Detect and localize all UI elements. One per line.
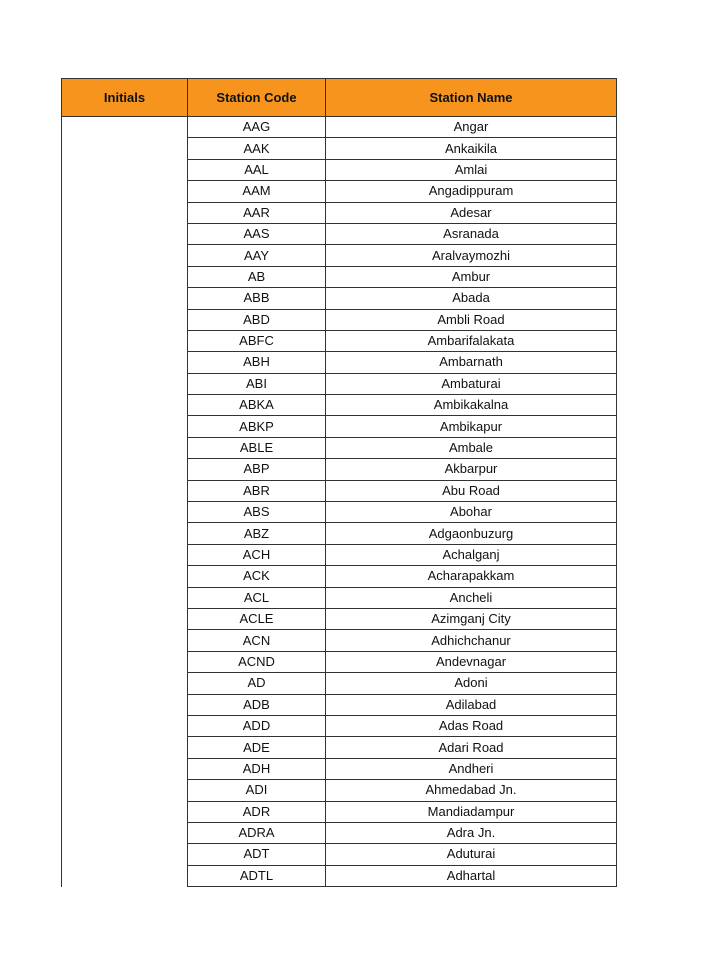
station-code-cell: ACL: [188, 587, 326, 608]
station-table: [61, 78, 617, 887]
station-code-cell: ACLE: [188, 608, 326, 629]
station-name-cell: Adoni: [326, 673, 617, 694]
station-code-cell: ABR: [188, 480, 326, 501]
station-code-cell: ABLE: [188, 437, 326, 458]
station-name-cell: Andevnagar: [326, 651, 617, 672]
header-station-code: Station Code: [188, 79, 326, 117]
station-code-cell: AD: [188, 673, 326, 694]
station-code-cell: ADTL: [188, 865, 326, 886]
station-code-cell: AAG: [188, 117, 326, 138]
station-code-cell: ABZ: [188, 523, 326, 544]
station-name-cell: Abu Road: [326, 480, 617, 501]
station-name-cell: Ahmedabad Jn.: [326, 780, 617, 801]
station-code-cell: ACK: [188, 566, 326, 587]
station-code-cell: ADE: [188, 737, 326, 758]
station-code-cell: ADH: [188, 758, 326, 779]
station-name-cell: Adgaonbuzurg: [326, 523, 617, 544]
station-name-cell: Adhartal: [326, 865, 617, 886]
station-name-cell: Achalganj: [326, 544, 617, 565]
station-code-cell: ADT: [188, 844, 326, 865]
station-code-cell: AAK: [188, 138, 326, 159]
station-name-cell: Asranada: [326, 223, 617, 244]
station-code-cell: ABKP: [188, 416, 326, 437]
station-code-cell: ABP: [188, 459, 326, 480]
station-code-cell: ACND: [188, 651, 326, 672]
header-row: [62, 79, 617, 117]
station-name-cell: Ancheli: [326, 587, 617, 608]
station-name-cell: Adas Road: [326, 715, 617, 736]
station-code-cell: ADB: [188, 694, 326, 715]
station-name-cell: Adesar: [326, 202, 617, 223]
station-name-cell: Ambur: [326, 266, 617, 287]
station-name-cell: Abohar: [326, 502, 617, 523]
station-name-cell: Ambale: [326, 437, 617, 458]
station-code-cell: ACN: [188, 630, 326, 651]
station-name-cell: Aralvaymozhi: [326, 245, 617, 266]
station-code-cell: ACH: [188, 544, 326, 565]
station-name-cell: Ambaturai: [326, 373, 617, 394]
table-row: [62, 117, 617, 138]
station-name-cell: Amlai: [326, 159, 617, 180]
station-name-cell: Ambikakalna: [326, 395, 617, 416]
station-code-cell: ABKA: [188, 395, 326, 416]
table-body: [62, 117, 617, 887]
station-code-cell: AAM: [188, 181, 326, 202]
station-code-cell: ABI: [188, 373, 326, 394]
station-name-cell: Azimganj City: [326, 608, 617, 629]
station-name-cell: Mandiadampur: [326, 801, 617, 822]
station-name-cell: Ambli Road: [326, 309, 617, 330]
station-name-cell: Ambikapur: [326, 416, 617, 437]
station-name-cell: Ambarifalakata: [326, 330, 617, 351]
station-name-cell: Adilabad: [326, 694, 617, 715]
station-name-cell: Aduturai: [326, 844, 617, 865]
station-name-cell: Ambarnath: [326, 352, 617, 373]
station-code-cell: AAS: [188, 223, 326, 244]
station-code-cell: ABD: [188, 309, 326, 330]
station-code-cell: ABFC: [188, 330, 326, 351]
station-code-cell: AB: [188, 266, 326, 287]
station-name-cell: Acharapakkam: [326, 566, 617, 587]
station-code-cell: AAY: [188, 245, 326, 266]
station-code-cell: ADR: [188, 801, 326, 822]
station-name-cell: Akbarpur: [326, 459, 617, 480]
header-station-name: Station Name: [326, 79, 617, 117]
station-name-cell: Abada: [326, 288, 617, 309]
station-code-cell: ADD: [188, 715, 326, 736]
station-name-cell: Angar: [326, 117, 617, 138]
header-initials: Initials: [62, 79, 188, 117]
station-code-cell: ABB: [188, 288, 326, 309]
station-name-cell: Ankaikila: [326, 138, 617, 159]
station-code-cell: ADRA: [188, 822, 326, 843]
station-code-cell: ABS: [188, 502, 326, 523]
station-name-cell: Adra Jn.: [326, 822, 617, 843]
station-code-cell: AAL: [188, 159, 326, 180]
station-name-cell: Adhichchanur: [326, 630, 617, 651]
station-code-cell: ADI: [188, 780, 326, 801]
initials-cell: [62, 117, 188, 887]
station-code-cell: AAR: [188, 202, 326, 223]
station-code-cell: ABH: [188, 352, 326, 373]
station-name-cell: Adari Road: [326, 737, 617, 758]
station-name-cell: Angadippuram: [326, 181, 617, 202]
station-name-cell: Andheri: [326, 758, 617, 779]
